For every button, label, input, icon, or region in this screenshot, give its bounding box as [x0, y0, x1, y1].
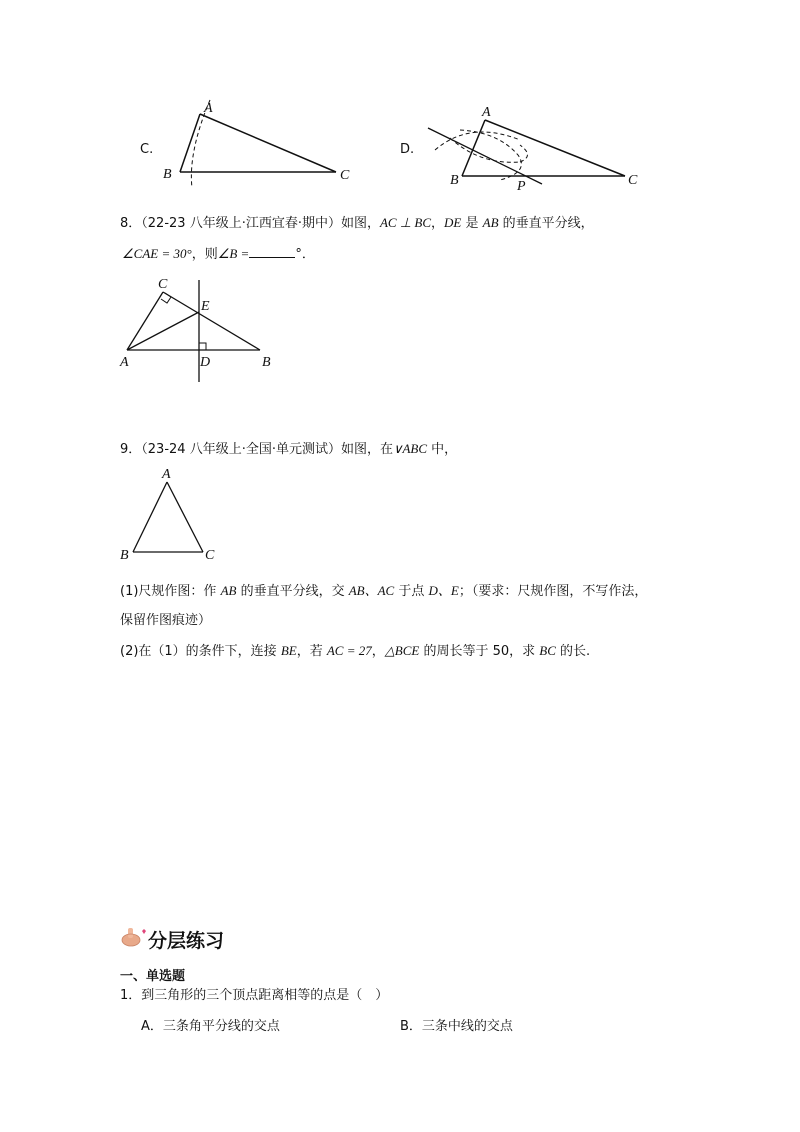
q8-line1	[120, 214, 594, 233]
q8-text-then: ，则	[191, 247, 218, 262]
pt-a: A	[162, 467, 171, 482]
q9-p2-d: 的周长等于 50，求	[419, 644, 540, 659]
q9-p2-m4: BC	[539, 643, 556, 658]
q8-math-ab: AB	[482, 215, 499, 230]
pt-c: C	[158, 277, 168, 292]
q8-text-2: 是	[461, 216, 483, 231]
option-d-figure	[420, 100, 645, 195]
pt-c: C	[628, 173, 638, 188]
q9-part1-line2: 保留作图痕迹）	[120, 613, 212, 628]
q8-math-de: DE	[444, 215, 462, 230]
q8-source: （22-23 八年级上·江西宜春·期中）如图，	[141, 216, 380, 231]
q9-math-tri: ∨ABC	[392, 441, 428, 456]
q8-math-angle-b: ∠B =	[217, 246, 250, 261]
q9-p1-m2: AB、AC	[348, 583, 395, 598]
q9-p1-m1: AB	[220, 583, 237, 598]
option-d-letter: D.	[400, 142, 415, 157]
option-a[interactable]: A．三条角平分线的交点	[141, 1019, 280, 1034]
q9-p1-a: (1)尺规作图：作	[120, 584, 221, 599]
q9-p2-e: 的长.	[555, 644, 591, 659]
pt-a: A	[482, 105, 491, 120]
pt-b: B	[450, 173, 459, 188]
pt-c: C	[205, 548, 215, 563]
pt-p: P	[517, 179, 526, 194]
q9-p2-b: ，若	[296, 644, 327, 659]
pt-b: B	[163, 167, 172, 182]
q8-figure	[115, 272, 290, 387]
q8-sep: ，	[431, 216, 445, 231]
q9-tail: 中，	[427, 442, 458, 457]
q9-figure	[115, 462, 225, 567]
q8-line2	[122, 245, 315, 264]
q9-p1-m3: D、E	[428, 583, 459, 598]
option-c-letter: C.	[140, 142, 154, 157]
q9-p1-b: 的垂直平分线，交	[236, 584, 349, 599]
s-question-1: 1．到三角形的三个顶点距离相等的点是（ ）	[120, 988, 389, 1003]
section-title: 分层练习	[148, 930, 225, 952]
pt-c: C	[340, 168, 350, 183]
pt-a: A	[120, 355, 129, 370]
q8-math-perp: AC ⊥ BC	[379, 215, 432, 230]
q9-part2	[120, 642, 590, 661]
q9-p1-d: ；（要求：尺规作图，不写作法，	[458, 584, 648, 599]
option-c-figure	[160, 92, 360, 192]
pt-d: D	[200, 355, 211, 370]
q9-p1-c: 于点	[394, 584, 429, 599]
q9-p2-c: ，	[371, 644, 385, 659]
q9-p2-m2: AC = 27	[326, 643, 372, 658]
q8-answer-blank[interactable]	[249, 245, 295, 258]
pt-b: B	[262, 355, 271, 370]
q9-number: 9．	[120, 442, 142, 457]
q9-line1	[120, 440, 457, 459]
pt-e: E	[201, 299, 210, 314]
q8-math-angle: ∠CAE = 30°	[122, 246, 192, 261]
q9-p2-m3: △BCE	[384, 643, 420, 658]
q8-text-3: 的垂直平分线，	[498, 216, 594, 231]
q9-source: （23-24 八年级上·全国·单元测试）如图，在	[141, 442, 393, 457]
q9-p2-m1: BE	[280, 643, 297, 658]
pt-b: B	[120, 548, 129, 563]
thumbs-up-icon	[120, 924, 148, 948]
q9-part1-line1	[120, 582, 647, 601]
section-subtitle: 一、单选题	[120, 969, 186, 984]
q8-number: 8．	[120, 216, 142, 231]
q9-p2-a: (2)在（1）的条件下，连接	[120, 644, 281, 659]
pt-a: A	[204, 101, 213, 116]
q8-degree: °．	[295, 247, 315, 262]
option-b[interactable]: B．三条中线的交点	[400, 1019, 513, 1034]
